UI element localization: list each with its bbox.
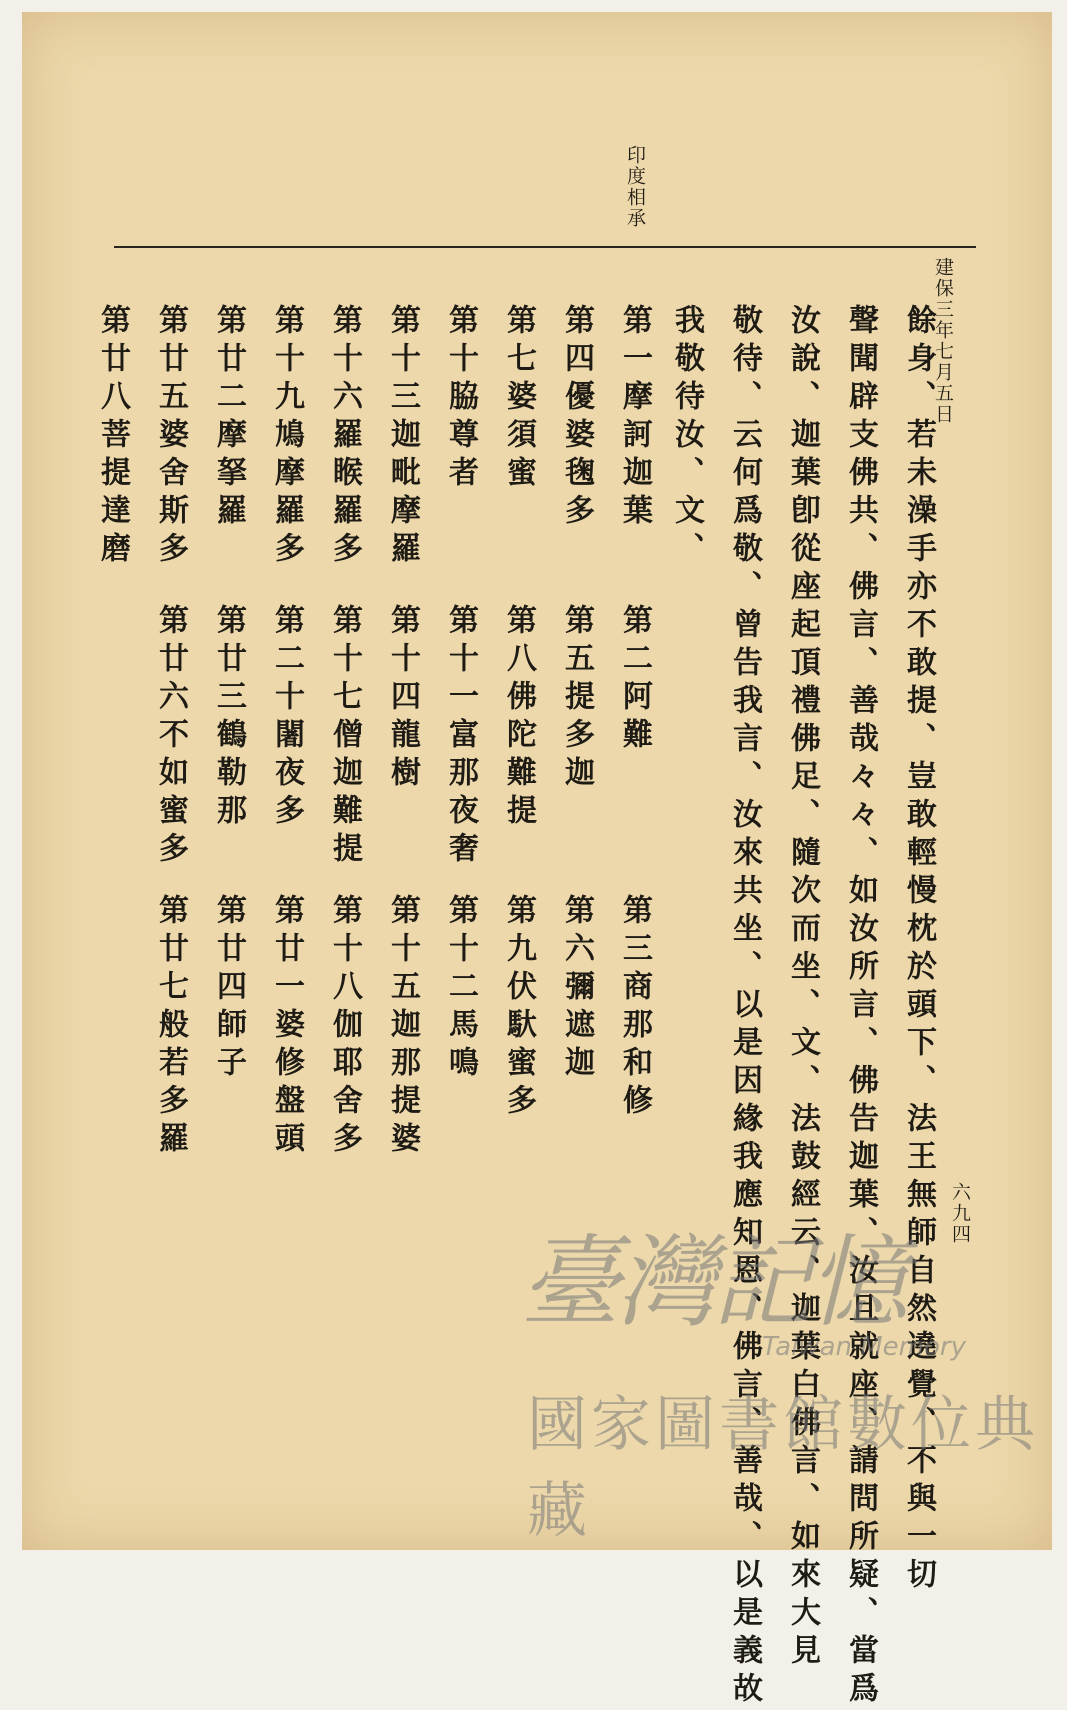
patriarch-18: 第十八伽耶舍多 (327, 894, 362, 1160)
patriarch-28: 第廿八菩提達磨 (95, 304, 130, 570)
patriarch-15: 第十五迦那提婆 (385, 894, 420, 1160)
body-line-1: 餘身、若未澡手亦不敢提、豈敢輕慢枕於頭下、法王無師自然遶覺、不與一切 (901, 304, 936, 1596)
patriarch-4: 第四優婆毱多 (559, 304, 594, 532)
body-line-2: 聲聞辟支佛共、佛言、善哉々々、如汝所言、佛告迦葉、汝且就座、請問所疑、當爲 (843, 304, 878, 1710)
patriarch-7: 第七婆須蜜 (501, 304, 536, 494)
patriarch-5: 第五提多迦 (559, 604, 594, 794)
header-rule (114, 246, 976, 248)
patriarch-16: 第十六羅睺羅多 (327, 304, 362, 570)
patriarch-10: 第十脇尊者 (443, 304, 478, 494)
patriarch-27: 第廿七般若多羅 (153, 894, 188, 1160)
body-line-5: 我敬待汝、文、 (669, 304, 704, 570)
body-line-3: 汝說、迦葉卽從座起頂禮佛足、隨次而坐、文、法鼓經云、迦葉白佛言、如來大見 (785, 304, 820, 1672)
patriarch-8: 第八佛陀難提 (501, 604, 536, 832)
body-line-4: 敬待、云何爲敬、曾告我言、汝來共坐、以是因緣我應知恩、佛言、善哉、以是義故 (727, 304, 762, 1710)
page-number: 六九四 (949, 1182, 971, 1245)
patriarch-3: 第三商那和修 (617, 894, 652, 1122)
patriarch-1: 第一摩訶迦葉 (617, 304, 652, 532)
patriarch-2: 第二阿難 (617, 604, 652, 756)
patriarch-26: 第廿六不如蜜多 (153, 604, 188, 870)
patriarch-9: 第九伏馱蜜多 (501, 894, 536, 1122)
patriarch-19: 第十九鳩摩羅多 (269, 304, 304, 570)
patriarch-22: 第廿二摩拏羅 (211, 304, 246, 532)
watermark-library: 國家圖書館數位典藏 (527, 1390, 1039, 1546)
patriarch-13: 第十三迦毗摩羅 (385, 304, 420, 570)
patriarch-6: 第六彌遮迦 (559, 894, 594, 1084)
patriarch-25: 第廿五婆舍斯多 (153, 304, 188, 570)
patriarch-20: 第二十闍夜多 (269, 604, 304, 832)
scanned-page (22, 12, 1052, 1710)
patriarch-11: 第十一富那夜奢 (443, 604, 478, 870)
watermark-logo: 臺灣記憶 (520, 1224, 904, 1341)
patriarch-23: 第廿三鶴勒那 (211, 604, 246, 832)
running-title: 印度相承 (624, 145, 646, 229)
patriarch-12: 第十二馬鳴 (443, 894, 478, 1084)
patriarch-24: 第廿四師子 (211, 894, 246, 1084)
date-label: 建保三年七月五日 (932, 257, 954, 425)
watermark-english: Taiwan Memory (762, 1332, 966, 1362)
patriarch-17: 第十七僧迦難提 (327, 604, 362, 870)
patriarch-21: 第廿一婆修盤頭 (269, 894, 304, 1160)
patriarch-14: 第十四龍樹 (385, 604, 420, 794)
